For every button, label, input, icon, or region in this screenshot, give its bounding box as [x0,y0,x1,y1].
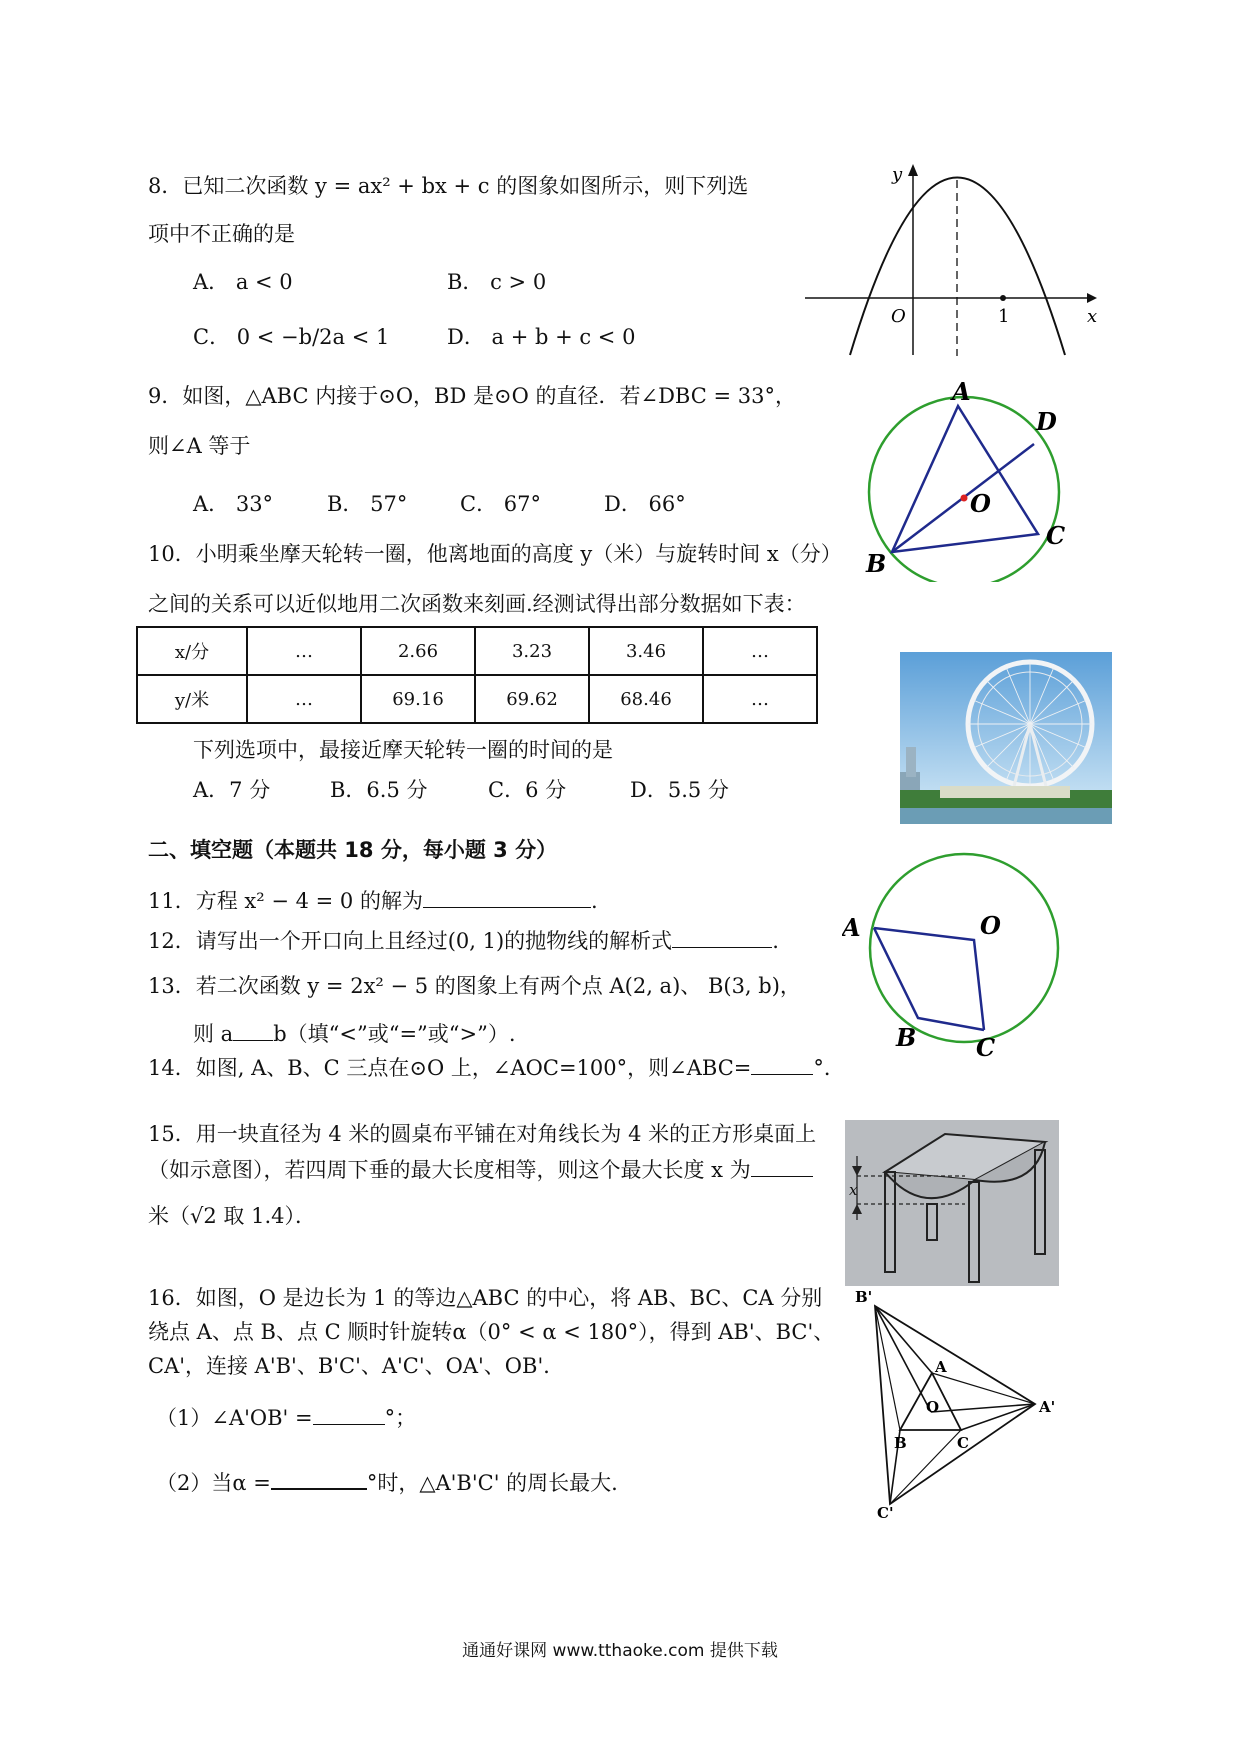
q9-stem-line1: 9．如图，△ABC 内接于⊙O，BD 是⊙O 的直径．若∠DBC = 33°， [148,384,796,408]
label-b: B [896,1023,917,1052]
q16-stem-line3: CA'，连接 A'B'、B'C'、A'C'、OA'、OB'． [148,1354,565,1378]
label-c-prime: C' [877,1504,894,1518]
q16-part1 [156,1404,416,1432]
q13-stem-line1: 13．若二次函数 y = 2x² − 5 的图象上有两个点 A(2, a)、 B(3, b)， [148,974,801,998]
table-cell: … [703,627,817,675]
q16-part2-text: （2）当α = [156,1471,271,1495]
q14-answer-blank[interactable] [751,1054,813,1075]
q16-part2-text-after: °时，△A'B'C' 的周长最大. [366,1471,618,1495]
origin-label: O [891,306,906,327]
q10-option-d: D．5.5 分 [630,778,729,802]
label-b: B [894,1434,907,1452]
label-o: O [926,1398,940,1416]
table-cell: 68.46 [589,675,703,723]
q14-text: 14．如图, A、B、C 三点在⊙O 上，∠AOC=100°，则∠ABC= [148,1056,752,1080]
q15-table-photo [845,1120,1059,1286]
circle-o [870,854,1058,1042]
q10-data-table [136,626,818,724]
x-axis-arrow [1087,293,1097,303]
q9-option-b: B． 57° [327,492,408,516]
q15-text: （如示意图），若四周下垂的最大长度相等，则这个最大长度 x 为 [148,1158,751,1182]
label-x: x [849,1181,858,1199]
label-c: C [957,1434,969,1452]
q11-answer-blank[interactable] [423,887,591,908]
label-a: A [842,913,861,942]
q12-text: 12．请写出一个开口向上且经过(0, 1)的抛物线的解析式 [148,929,673,953]
q13-answer-blank[interactable] [233,1020,273,1041]
q15-line2 [148,1156,813,1184]
label-b: B [866,549,887,578]
label-a: A [935,1358,947,1376]
q16-part1-answer-blank[interactable] [313,1404,385,1425]
q9-option-d: D． 66° [604,492,686,516]
tick-point [1000,295,1006,301]
y-label: y [892,164,903,185]
q13-line2 [193,1020,516,1048]
q8-parabola-graph [805,160,1105,360]
triangle-a2b2c2 [875,1306,1035,1504]
table-cell: y/米 [137,675,247,723]
label-b-prime: B' [855,1288,873,1306]
q16-part2-answer-blank[interactable] [271,1468,367,1490]
label-o: O [980,911,1001,940]
table-row-x [137,627,817,675]
q12-answer-blank[interactable] [672,927,772,948]
q11-line [148,887,598,915]
tick-label: 1 [998,306,1010,327]
q16-stem-line2: 绕点 A、点 B、点 C 顺时针旋转α（0° < α < 180°），得到 AB'、BC'、 [148,1320,835,1344]
table-cell: 3.46 [589,627,703,675]
q8-option-a: A． a < 0 [193,270,293,294]
table-cell: … [247,627,361,675]
q10-option-a: A．7 分 [193,778,271,802]
q11-period: . [590,889,598,913]
table-cell: … [703,675,817,723]
table-cell: 2.66 [361,627,475,675]
label-o: O [970,489,991,518]
y-axis-arrow [908,164,918,176]
table-row-y [137,675,817,723]
q16-rotation-figure [845,1288,1065,1518]
q10-stem-line3: 下列选项中，最接近摩天轮转一圈的时间的是 [193,738,613,762]
q13-text-after: b（填“<”或“=”或“>”）. [273,1022,516,1046]
table-cell: x/分 [137,627,247,675]
q8-option-c: C． 0 < −b/2a < 1 [193,325,390,349]
q11-text: 11．方程 x² − 4 = 0 的解为 [148,889,423,913]
q15-stem-line1: 15．用一块直径为 4 米的圆桌布平铺在对角线长为 4 米的正方形桌面上 [148,1122,817,1146]
circle-o [869,397,1059,582]
q9-option-a: A． 33° [193,492,274,516]
q16-part1-degree: °； [384,1406,417,1430]
q16-stem-line1: 16．如图，O 是边长为 1 的等边△ABC 的中心，将 AB、BC、CA 分别 [148,1286,823,1310]
q10-stem-line1: 10．小明乘坐摩天轮转一圈，他离地面的高度 y（米）与旋转时间 x（分） [148,542,842,566]
label-c: C [976,1033,996,1062]
table-cell: … [247,675,361,723]
q14-circle-figure [842,848,1072,1068]
q14-line [148,1054,845,1082]
q12-period: . [772,929,779,953]
table-cell: 69.62 [475,675,589,723]
label-d: D [1036,407,1057,436]
label-c: C [1046,521,1066,550]
q8-option-d: D． a + b + c < 0 [447,325,636,349]
q16-part2 [156,1468,618,1497]
q15-answer-blank[interactable] [751,1156,813,1177]
radii-oa-oc [874,928,984,1030]
q14-degree: °． [813,1056,845,1080]
q9-stem-line2: 则∠A 等于 [148,434,251,458]
chords-ab-bc [874,928,984,1030]
q8-stem-line1: 8．已知二次函数 y = ax² + bx + c 的图象如图所示，则下列选 [148,174,749,198]
q13-text: 则 a [193,1022,234,1046]
section-fill-in-heading: 二、填空题（本题共 18 分，每小题 3 分） [148,838,558,862]
ferris-wheel-photo [900,652,1112,824]
q16-part1-text: （1）∠A'OB' = [156,1406,313,1430]
center-point [961,495,968,502]
q10-stem-line2: 之间的关系可以近似地用二次函数来刻画.经测试得出部分数据如下表： [148,592,806,616]
label-a-prime: A' [1039,1398,1056,1416]
q12-line [148,927,779,955]
q10-option-c: C．6 分 [488,778,567,802]
q9-circle-figure [860,372,1090,582]
q8-option-b: B． c > 0 [447,270,547,294]
label-a: A [952,377,971,406]
table-cell: 3.23 [475,627,589,675]
q8-stem-line2: 项中不正确的是 [148,222,295,246]
x-label: x [1087,306,1098,327]
q10-option-b: B．6.5 分 [330,778,428,802]
table-cell: 69.16 [361,675,475,723]
page-footer: 通通好课网 www.tthaoke.com 提供下载 [462,1641,778,1661]
triangle-abc [892,406,1038,552]
q15-stem-line3: 米（√2 取 1.4）． [148,1204,316,1228]
q9-option-c: C． 67° [460,492,541,516]
